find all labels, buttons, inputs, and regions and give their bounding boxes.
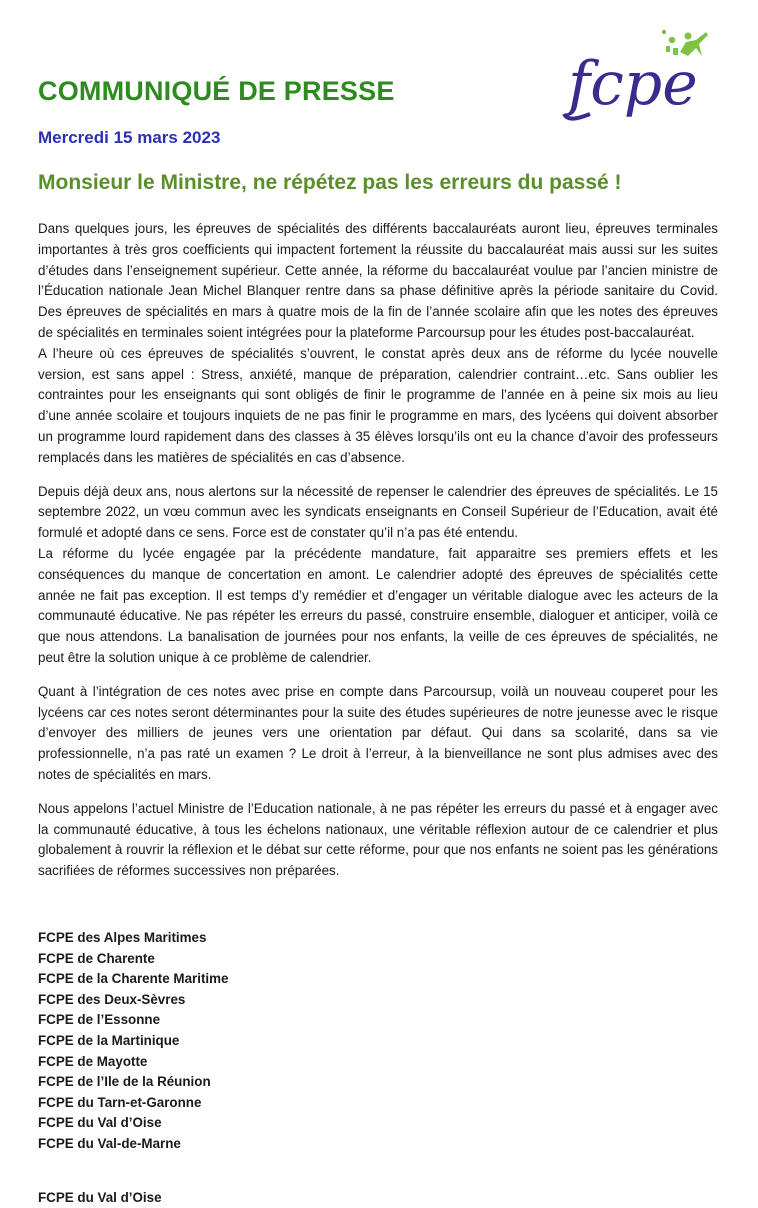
signatory-item: FCPE de Mayotte: [38, 1053, 148, 1069]
signatory-item: FCPE des Deux-Sèvres: [38, 991, 186, 1007]
headline: Monsieur le Ministre, ne répétez pas les erreurs du passé !: [38, 171, 622, 194]
release-date: Mercredi 15 mars 2023: [38, 128, 221, 147]
paragraph-2: A l’heure où ces épreuves de spécialités s’ouvrent, le constat après deux ans de réforme du lycée nouvelle version, est sans appel : Stress, anxiété, manque de préparation, calendrier contraint…etc. Sans oublier les contraintes pour les enseignants qui sont obligés de finir le programme de l’année en à peine six mois au lieu d’une année scolaire et toujours inquiets de ne pas finir le programme en mars, des lycéens qui doivent absorber un programme lourd rapidement dans des classes à 35 élèves lorsqu’ils ont eu la chance d’avoir des professeurs remplacés dans les matières de spécialités en cas d’absence.: [38, 345, 718, 465]
cut-off-signatory: FCPE du Val d’Oise: [38, 1190, 162, 1205]
signatory-item: FCPE du Val d’Oise: [38, 1115, 162, 1131]
logo-dot-2: [669, 37, 675, 43]
paragraph-1: Dans quelques jours, les épreuves de spécialités des différents baccalauréats auront lieu, épreuves terminales importantes à très gros coefficients qui impactent fortement la réussite du baccalauréat mais aussi sur les suites d’études dans l’enseignement supérieur. Cette année, la réforme du baccalauréat voulue par l’ancien ministre de l’Éducation nationale Jean Michel Blanquer rentre dans sa phase définitive après la période sanitaire du Covid. Des épreuves de spécialités en mars à quatre mois de la fin de l’année scolaire afin que les notes des épreuves de spécialités en terminales soient intégrées pour la plateforme Parcoursup pour les études post-baccalauréat.: [38, 221, 718, 340]
paragraph-5: Quant à l’intégration de ces notes avec prise en compte dans Parcoursup, voilà un nouveau couperet pour les lycéens car ces notes seront déterminantes pour la suite des études supérieures de notre jeunesse avec le risque d’envoyer des milliers de jeunes vers une orientation par défaut. Qui dans sa scolarité, dans sa vie professionnelle, n’a pas raté un examen ? Le droit à l’erreur, à la bienveillance ne sont plus admises avec des notes de spécialités en mars.: [38, 683, 718, 782]
signatories-list: [38, 928, 229, 1155]
logo-dot-1: [662, 30, 666, 34]
logo-text: fcpe: [568, 49, 698, 119]
paragraph-4: La réforme du lycée engagée par la précédente mandature, fait apparaitre ses premiers effets et les conséquences du manque de concertation en amont. Le calendrier adopté des épreuves de spécialités cette année ne fait pas exception. Il est temps d’y remédier et d’engager un véritable dialogue avec les acteurs de la communauté éducative. Ne pas répéter les erreurs du passé, construire ensemble, dialoguer et anticiper, voilà ce que nous attendons. La banalisation de journées pour nos enfants, la veille de ces épreuves de spécialités, ne peut être la solution unique à ce problème de calendrier.: [38, 545, 718, 665]
signatory-item: FCPE du Val-de-Marne: [38, 1135, 181, 1151]
signatory-item: FCPE de la Charente Maritime: [38, 971, 229, 987]
fcpe-logo: [560, 18, 720, 128]
paragraph-6: Nous appelons l’actuel Ministre de l’Education nationale, à ne pas répéter les erreurs du passé et à engager avec la communauté éducative, à tous les échelons nationaux, une véritable réflexion autour de ce calendrier et plus globalement à rouvrir la réflexion et le débat sur cette réforme, pour que nos enfants ne soient pas les générations sacrifiées de réformes successives non préparées.: [38, 800, 718, 879]
press-release-body: [38, 219, 718, 882]
signatory-item: FCPE des Alpes Maritimes: [38, 930, 207, 945]
signatory-item: FCPE de l’Ile de la Réunion: [38, 1074, 211, 1090]
signatory-item: FCPE du Tarn-et-Garonne: [38, 1094, 202, 1110]
logo-figure-head: [685, 33, 692, 40]
paragraph-3: Depuis déjà deux ans, nous alertons sur la nécessité de repenser le calendrier des épreuves de spécialités. Le 15 septembre 2022, un vœu commun avec les syndicats enseignants en Conseil Supérieur de l’Education, avait été formulé et adopté dans ce sens. Force est de constater qu’il n’a pas été entendu.: [38, 483, 718, 541]
signatory-item: FCPE de la Martinique: [38, 1032, 180, 1048]
page-title: COMMUNIQUÉ DE PRESSE: [38, 76, 395, 106]
signatory-item: FCPE de Charente: [38, 950, 155, 966]
signatory-item: FCPE de l’Essonne: [38, 1012, 161, 1028]
